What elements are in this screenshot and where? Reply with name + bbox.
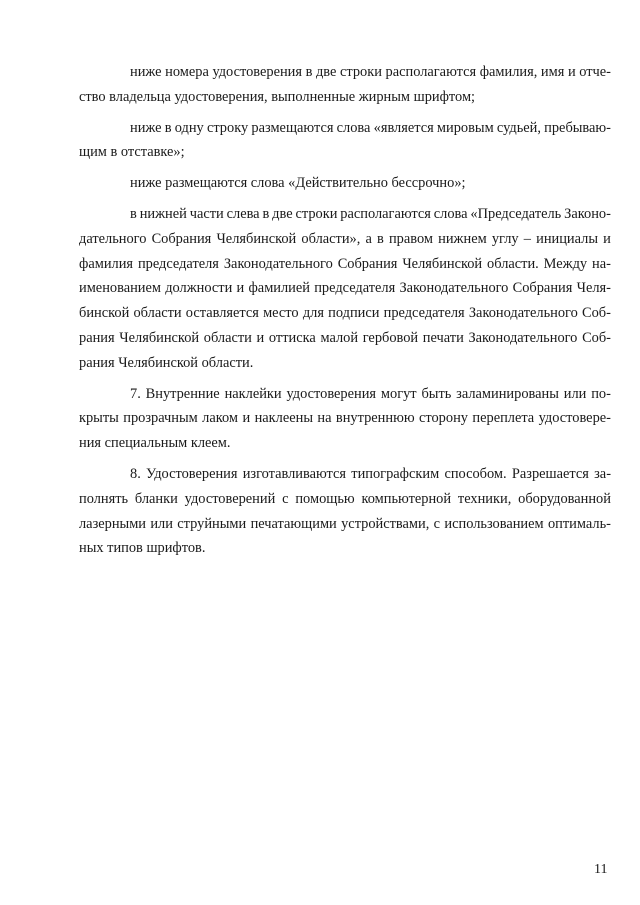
word: Челябинской xyxy=(119,329,200,346)
word: бланки xyxy=(134,490,178,507)
line-text: ных типов шрифтов. xyxy=(79,540,206,557)
word: печати xyxy=(422,329,464,346)
text-line xyxy=(79,140,611,165)
text-line xyxy=(79,487,611,512)
word: слова xyxy=(336,119,371,136)
paragraph xyxy=(79,116,611,166)
word: углу xyxy=(491,230,519,247)
word: удостоверения xyxy=(286,385,377,402)
word: Внутренние xyxy=(145,385,220,402)
word: наклеены xyxy=(254,410,313,427)
word: Законодательного xyxy=(468,329,578,346)
word: нижней xyxy=(139,205,187,222)
word: две xyxy=(272,205,293,222)
word: должности xyxy=(165,280,233,297)
word: нижнем xyxy=(438,230,487,247)
word: или xyxy=(150,515,173,532)
text-line xyxy=(79,536,611,561)
page-number: 11 xyxy=(594,862,608,877)
word: строку xyxy=(206,119,249,136)
word: заламинированы xyxy=(456,385,559,402)
word: крыты xyxy=(79,410,119,427)
word: «Председатель xyxy=(470,205,562,222)
word: лаком xyxy=(202,410,239,427)
word: в xyxy=(377,230,384,247)
word: Между xyxy=(543,255,588,272)
word: малой xyxy=(320,329,359,346)
word: Законодательного xyxy=(468,305,578,322)
word: Соб- xyxy=(581,305,611,322)
word: изготавливаются xyxy=(242,465,347,482)
word: области», xyxy=(301,230,361,247)
word: председателя xyxy=(137,255,219,272)
text-line xyxy=(79,60,611,85)
word: Собрания xyxy=(512,280,573,297)
word: по- xyxy=(591,385,611,402)
word: председателя xyxy=(314,280,396,297)
word: оптималь- xyxy=(547,515,611,532)
word: располагаются xyxy=(340,205,431,222)
word: типографским xyxy=(351,465,440,482)
word: строки xyxy=(340,64,382,80)
word: печатающими xyxy=(250,515,337,532)
word: подписи xyxy=(328,305,380,322)
word: и xyxy=(236,280,245,297)
text-line xyxy=(79,512,611,537)
word: Челябинской xyxy=(402,255,483,272)
word: правом xyxy=(388,230,433,247)
word: одну xyxy=(174,119,204,136)
line-text: ниже размещаются слова «Действительно бессрочно»; xyxy=(130,175,466,192)
text-line xyxy=(79,326,611,351)
word: устройствами, xyxy=(341,515,430,532)
text-line xyxy=(79,202,611,227)
word: и xyxy=(567,64,576,80)
line-text: ство владельца удостоверения, выполненные жирным шрифтом; xyxy=(79,88,476,105)
text-line xyxy=(79,276,611,301)
word: части xyxy=(189,205,224,222)
word: прозрачным xyxy=(123,410,198,427)
text-line xyxy=(79,431,611,456)
word: именованием xyxy=(79,280,161,297)
word: удостовере- xyxy=(538,410,611,427)
word: фамилия, xyxy=(479,64,538,80)
word: за- xyxy=(594,465,611,482)
word: гербовой xyxy=(362,329,419,346)
paragraph xyxy=(79,60,611,110)
word: в xyxy=(262,205,270,222)
text-line xyxy=(79,382,611,407)
word: номера xyxy=(165,64,209,80)
text-line xyxy=(79,116,611,141)
word: использованием xyxy=(444,515,544,532)
word: Удостоверения xyxy=(146,465,238,482)
word: в xyxy=(130,205,137,222)
word: «является xyxy=(373,119,434,136)
word: имя xyxy=(540,64,565,80)
word: место xyxy=(263,305,299,322)
word: дательного xyxy=(79,230,147,247)
word: пребываю- xyxy=(544,119,611,136)
word: ниже xyxy=(130,64,162,80)
text-line xyxy=(79,171,611,196)
word: Челябинской xyxy=(216,230,297,247)
word: способом. xyxy=(444,465,507,482)
paragraph xyxy=(79,382,611,456)
word: области. xyxy=(487,255,539,272)
word: для xyxy=(302,305,324,322)
word: отче- xyxy=(579,64,611,80)
line-text: рания Челябинской области. xyxy=(79,354,254,371)
word: в xyxy=(305,64,313,80)
word: на xyxy=(317,410,332,427)
word: фамилия xyxy=(79,255,134,272)
word: оттиска xyxy=(268,329,316,346)
word: лазерными xyxy=(79,515,147,532)
word: техники, xyxy=(457,490,512,507)
line-text: щим в отставке»; xyxy=(79,144,185,161)
word: могут xyxy=(380,385,417,402)
word: инициалы xyxy=(536,230,598,247)
word: или xyxy=(563,385,587,402)
word: Законодательного xyxy=(223,255,333,272)
word: помощью xyxy=(295,490,355,507)
word: сторону xyxy=(419,410,468,427)
word: Соб- xyxy=(582,329,611,346)
word: бинской xyxy=(79,305,130,322)
text-line xyxy=(79,227,611,252)
word: оборудованной xyxy=(518,490,611,507)
word: Законо- xyxy=(564,205,611,222)
word: струйными xyxy=(177,515,247,532)
word: с xyxy=(433,515,441,532)
text-line xyxy=(79,85,611,110)
word: компьютерной xyxy=(361,490,452,507)
paragraph xyxy=(79,462,611,561)
word: в xyxy=(164,119,172,136)
word: полнять xyxy=(79,490,129,507)
word: быть xyxy=(421,385,452,402)
text-line xyxy=(79,351,611,376)
paragraph xyxy=(79,202,611,376)
paragraph xyxy=(79,171,611,196)
word: удостоверения xyxy=(212,64,302,80)
document-body xyxy=(79,60,611,561)
word: рания xyxy=(79,329,115,346)
word: слева xyxy=(226,205,260,222)
word: области xyxy=(203,329,252,346)
word: Челя- xyxy=(576,280,611,297)
word: слова xyxy=(433,205,468,222)
word: и xyxy=(242,410,251,427)
word: – xyxy=(523,230,531,247)
text-line xyxy=(79,252,611,277)
word: наклейки xyxy=(224,385,282,402)
text-line xyxy=(79,462,611,487)
word: Законодательного xyxy=(399,280,509,297)
word: 7. xyxy=(130,385,141,402)
word: Собрания xyxy=(151,230,212,247)
word: на- xyxy=(592,255,611,272)
word: Разрешается xyxy=(511,465,589,482)
text-line xyxy=(79,406,611,431)
word: области xyxy=(133,305,182,322)
word: председателя xyxy=(383,305,465,322)
word: и xyxy=(603,230,611,247)
word: с xyxy=(282,490,289,507)
word: а xyxy=(365,230,372,247)
word: переплета xyxy=(472,410,535,427)
word: мировым xyxy=(436,119,494,136)
word: и xyxy=(256,329,265,346)
word: строки xyxy=(295,205,338,222)
word: оставляется xyxy=(185,305,259,322)
word: размещаются xyxy=(251,119,334,136)
word: ниже xyxy=(130,119,162,136)
word: фамилией xyxy=(248,280,310,297)
word: внутреннюю xyxy=(335,410,415,427)
word: располагаются xyxy=(385,64,477,80)
word: Собрания xyxy=(337,255,398,272)
word: судьей, xyxy=(496,119,541,136)
word: 8. xyxy=(130,465,141,482)
text-line xyxy=(79,301,611,326)
line-text: ния специальным клеем. xyxy=(79,435,231,452)
word: две xyxy=(315,64,337,80)
word: удостоверений xyxy=(184,490,276,507)
